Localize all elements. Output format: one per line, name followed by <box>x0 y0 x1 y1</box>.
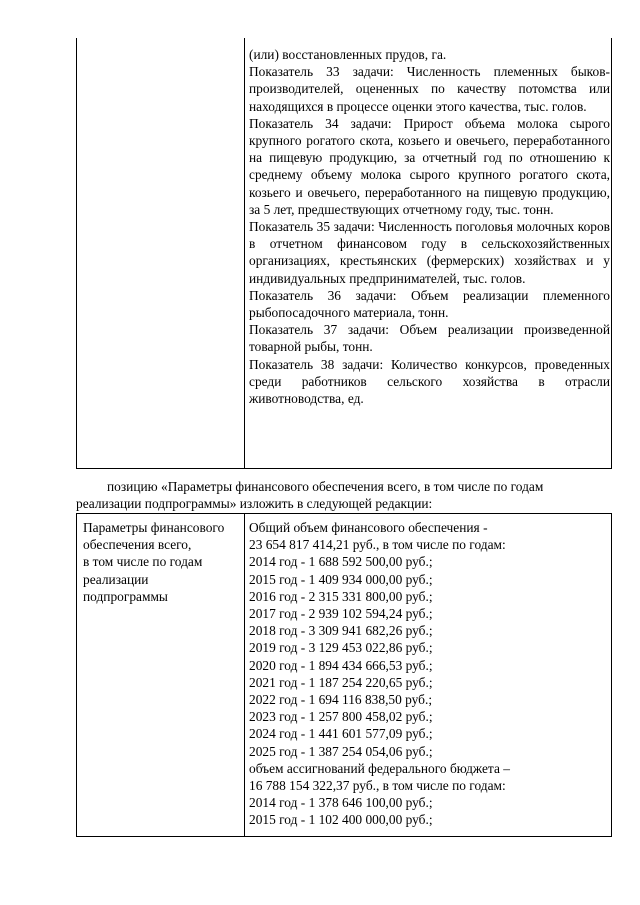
indicator-paragraph: Показатель 36 задачи: Объем реализации племенного рыбопосадочного материала, тонн. <box>249 287 610 321</box>
value-line: Общий объем финансового обеспечения - <box>249 520 488 535</box>
financing-table <box>76 513 612 837</box>
value-line: 2015 год - 1 102 400 000,00 руб.; <box>249 812 433 828</box>
value-line: 2014 год - 1 378 646 100,00 руб.; <box>249 795 433 811</box>
value-line: объем ассигнований федерального бюджета – <box>249 760 510 776</box>
label-line: Параметры финансового <box>83 520 225 535</box>
value-line: 2022 год - 1 694 116 838,50 руб.; <box>249 692 433 708</box>
column-divider <box>244 514 245 836</box>
financing-label-cell <box>83 519 241 605</box>
indicator-paragraph: (или) восстановленных прудов, га. <box>249 47 447 62</box>
value-line: 23 654 817 414,21 руб., в том числе по годам: <box>249 537 506 553</box>
column-divider <box>244 38 245 468</box>
value-line: 2019 год - 3 129 453 022,86 руб.; <box>249 640 433 656</box>
indicator-paragraph: Показатель 35 задачи: Численность поголовья молочных коров в отчетном финансовом году в сельскохозяйственных организациях, крестьянских (фермерских) хозяйствах и у индивидуальных предпринимателей, тыс. голов. <box>249 219 610 286</box>
value-line: 2020 год - 1 894 434 666,53 руб.; <box>249 657 433 673</box>
value-line: 2025 год - 1 387 254 054,06 руб.; <box>249 743 433 759</box>
value-line: 2023 год - 1 257 800 458,02 руб.; <box>249 709 433 725</box>
financing-values-cell <box>249 519 605 829</box>
label-line: реализации <box>83 571 149 587</box>
amendment-line: позицию «Параметры финансового обеспечения всего, в том числе по годам <box>107 479 544 494</box>
value-line: 2018 год - 3 309 941 682,26 руб.; <box>249 623 433 639</box>
indicator-paragraph: Показатель 34 задачи: Прирост объема молока сырого крупного рогатого скота, козьего и овечьего, переработанного на пищевую продукцию, за отчетный год по отношению к среднему объему молока сырого крупного рогатого скота, козьего и овечьего, переработанного на пищевую продукцию, за 5 лет, предшествующих отчетному году, тыс. тонн. <box>249 115 610 217</box>
value-line: 2021 год - 1 187 254 220,65 руб.; <box>249 674 433 690</box>
amendment-paragraph <box>76 478 610 512</box>
indicator-paragraph: Показатель 33 задачи: Численность племенных быков-производителей, оцененных по качеству потомства или находящихся в процессе оценки этого качества, тыс. голов. <box>249 64 610 114</box>
label-line: обеспечения всего, <box>83 537 192 553</box>
amendment-line: реализации подпрограммы» изложить в следующей редакции: <box>76 496 433 512</box>
value-line: 2024 год - 1 441 601 577,09 руб.; <box>249 726 433 742</box>
value-line: 2017 год - 2 939 102 594,24 руб.; <box>249 606 433 622</box>
value-line: 16 788 154 322,37 руб., в том числе по годам: <box>249 778 506 794</box>
value-line: 2015 год - 1 409 934 000,00 руб.; <box>249 571 433 587</box>
label-line: подпрограммы <box>83 588 168 604</box>
indicator-paragraph: Показатель 37 задачи: Объем реализации произведенной товарной рыбы, тонн. <box>249 322 610 355</box>
label-line: в том числе по годам <box>83 554 203 570</box>
indicators-cell <box>249 46 610 407</box>
value-line: 2016 год - 2 315 331 800,00 руб.; <box>249 588 433 604</box>
value-line: 2014 год - 1 688 592 500,00 руб.; <box>249 554 433 570</box>
indicators-table-continuation <box>76 38 612 469</box>
indicator-paragraph: Показатель 38 задачи: Количество конкурсов, проведенных среди работников сельского хозяйства в отрасли животноводства, ед. <box>249 356 610 407</box>
